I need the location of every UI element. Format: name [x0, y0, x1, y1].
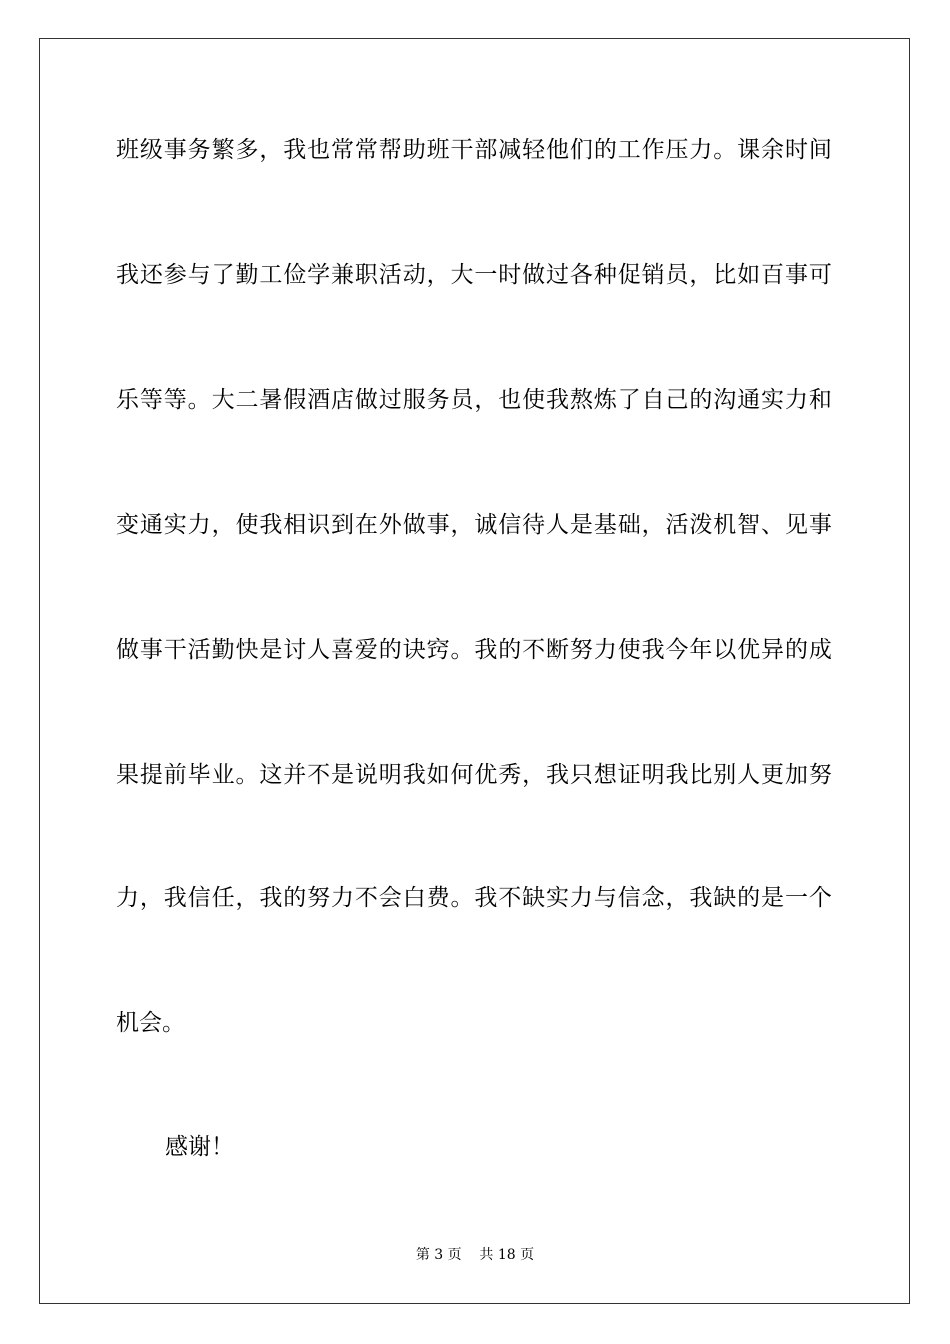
page-border	[39, 38, 910, 1304]
paragraph-line: 果 提 前 毕 业 。 这 并 不 是 说 明 我 如 何 优 秀 ， 我 只 想 证 明 我 比 别 人 更 加 努	[116, 762, 832, 788]
paragraph-line: 做 事 干 活 勤 快 是 讨 人 喜 爱 的 诀 窍 。 我 的 不 断 努 力 使 我 今 年 以 优 异 的 成	[116, 637, 832, 663]
paragraph-line: 机会。	[116, 1010, 185, 1036]
closing-line: 感谢！	[165, 1134, 234, 1160]
paragraph-line: 变 通 实 力 ， 使 我 相 识 到 在 外 做 事 ， 诚 信 待 人 是 基 础 ， 活 泼 机 智 、 见 事	[116, 512, 832, 538]
paragraph-line: 力 ， 我 信 任 ， 我 的 努 力 不 会 白 费 。 我 不 缺 实 力 与 信 念 ， 我 缺 的 是 一 个	[116, 885, 832, 911]
paragraph-line: 班 级 事 务 繁 多 ， 我 也 常 常 帮 助 班 干 部 减 轻 他 们 的 工 作 压 力 。 课 余 时 间	[116, 137, 832, 163]
paragraph-line: 我 还 参 与 了 勤 工 俭 学 兼 职 活 动 ， 大 一 时 做 过 各 种 促 销 员 ， 比 如 百 事 可	[116, 262, 832, 288]
page-footer: 第 3 页 共 18 页	[415, 1247, 535, 1263]
paragraph-line: 乐 等 等 。 大 二 暑 假 酒 店 做 过 服 务 员 ， 也 使 我 熬 炼 了 自 己 的 沟 通 实 力 和	[116, 387, 832, 413]
